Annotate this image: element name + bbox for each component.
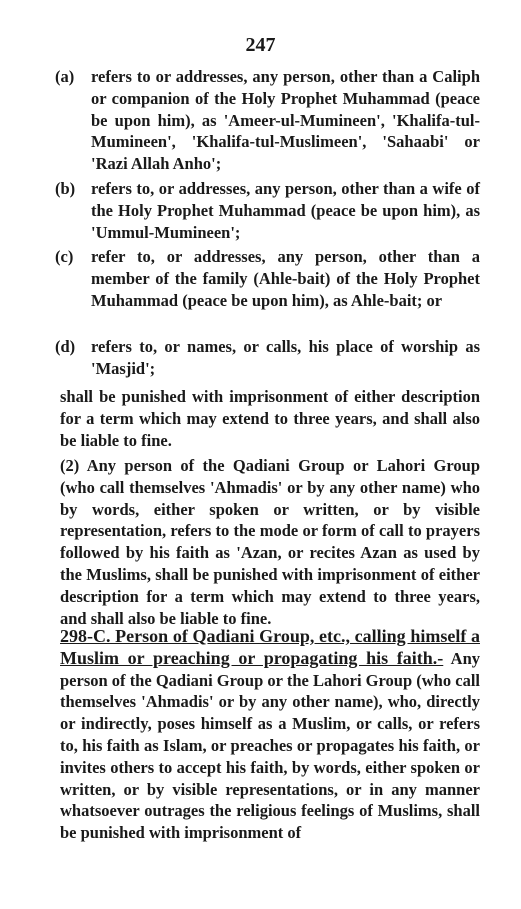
clause-label: (d)	[55, 337, 76, 356]
section-298c	[60, 626, 480, 844]
clause-d	[55, 336, 480, 380]
clause-text: refer to, or addresses, any person, other than a member of the family (Ahle-bait) of the Holy Prophet Muhammad (peace be upon him), as Ahle-bait; or	[91, 247, 480, 310]
page-number: 247	[245, 34, 276, 56]
clause-c	[55, 246, 480, 311]
clause-label: (a)	[55, 67, 75, 86]
subsection-2-paragraph: (2) Any person of the Qadiani Group or Lahori Group (who call themselves 'Ahmadis' or by any other name) who by words, either spoken or written, or by visible representation, refers to the mode or form of call to prayers followed by his faith as 'Azan, or recites Azan as used by the Muslims, shall be punished with imprisonment of either description for a term which may extend to three years, and shall also be liable to fine.	[60, 456, 480, 628]
clause-label: (b)	[55, 179, 76, 198]
punishment-paragraph: shall be punished with imprisonment of either description for a term which may extend to three years, and shall also be liable to fine.	[60, 387, 480, 450]
clause-text: refers to or addresses, any person, other than a Caliph or companion of the Holy Prophet Muhammad (peace be upon him), as 'Ameer-ul-Mumineen', 'Khalifa-tul-Mumineen', 'Khalifa-tul-Muslimeen', 'Sahaabi' or 'Razi Allah Anho';	[91, 67, 480, 174]
clause-label: (c)	[55, 247, 74, 266]
clause-b	[55, 178, 480, 243]
clause-text: refers to, or addresses, any person, other than a wife of the Holy Prophet Muhammad (peace be upon him), as 'Ummul-Mumineen';	[91, 179, 480, 242]
clause-text: refers to, or names, or calls, his place of worship as 'Masjid';	[91, 337, 480, 378]
section-body: Any person of the Qadiani Group or the Lahori Group (who call themselves 'Ahmadis' or by any other name), who, directly or indirectly, poses himself as a Muslim, or calls, or refers to, his faith as Islam, or preaches or propagates his faith, or invites others to accept his faith, by words, either spoken or written, or by visible representations, or in any manner whatsoever outrages the religious feelings of Muslims, shall be punished with imprisonment of	[60, 648, 480, 843]
section-heading: 298-C. Person of Qadiani Group, etc., calling himself a Muslim or preaching or propagating his faith.-	[60, 626, 480, 668]
clause-a	[55, 66, 480, 175]
